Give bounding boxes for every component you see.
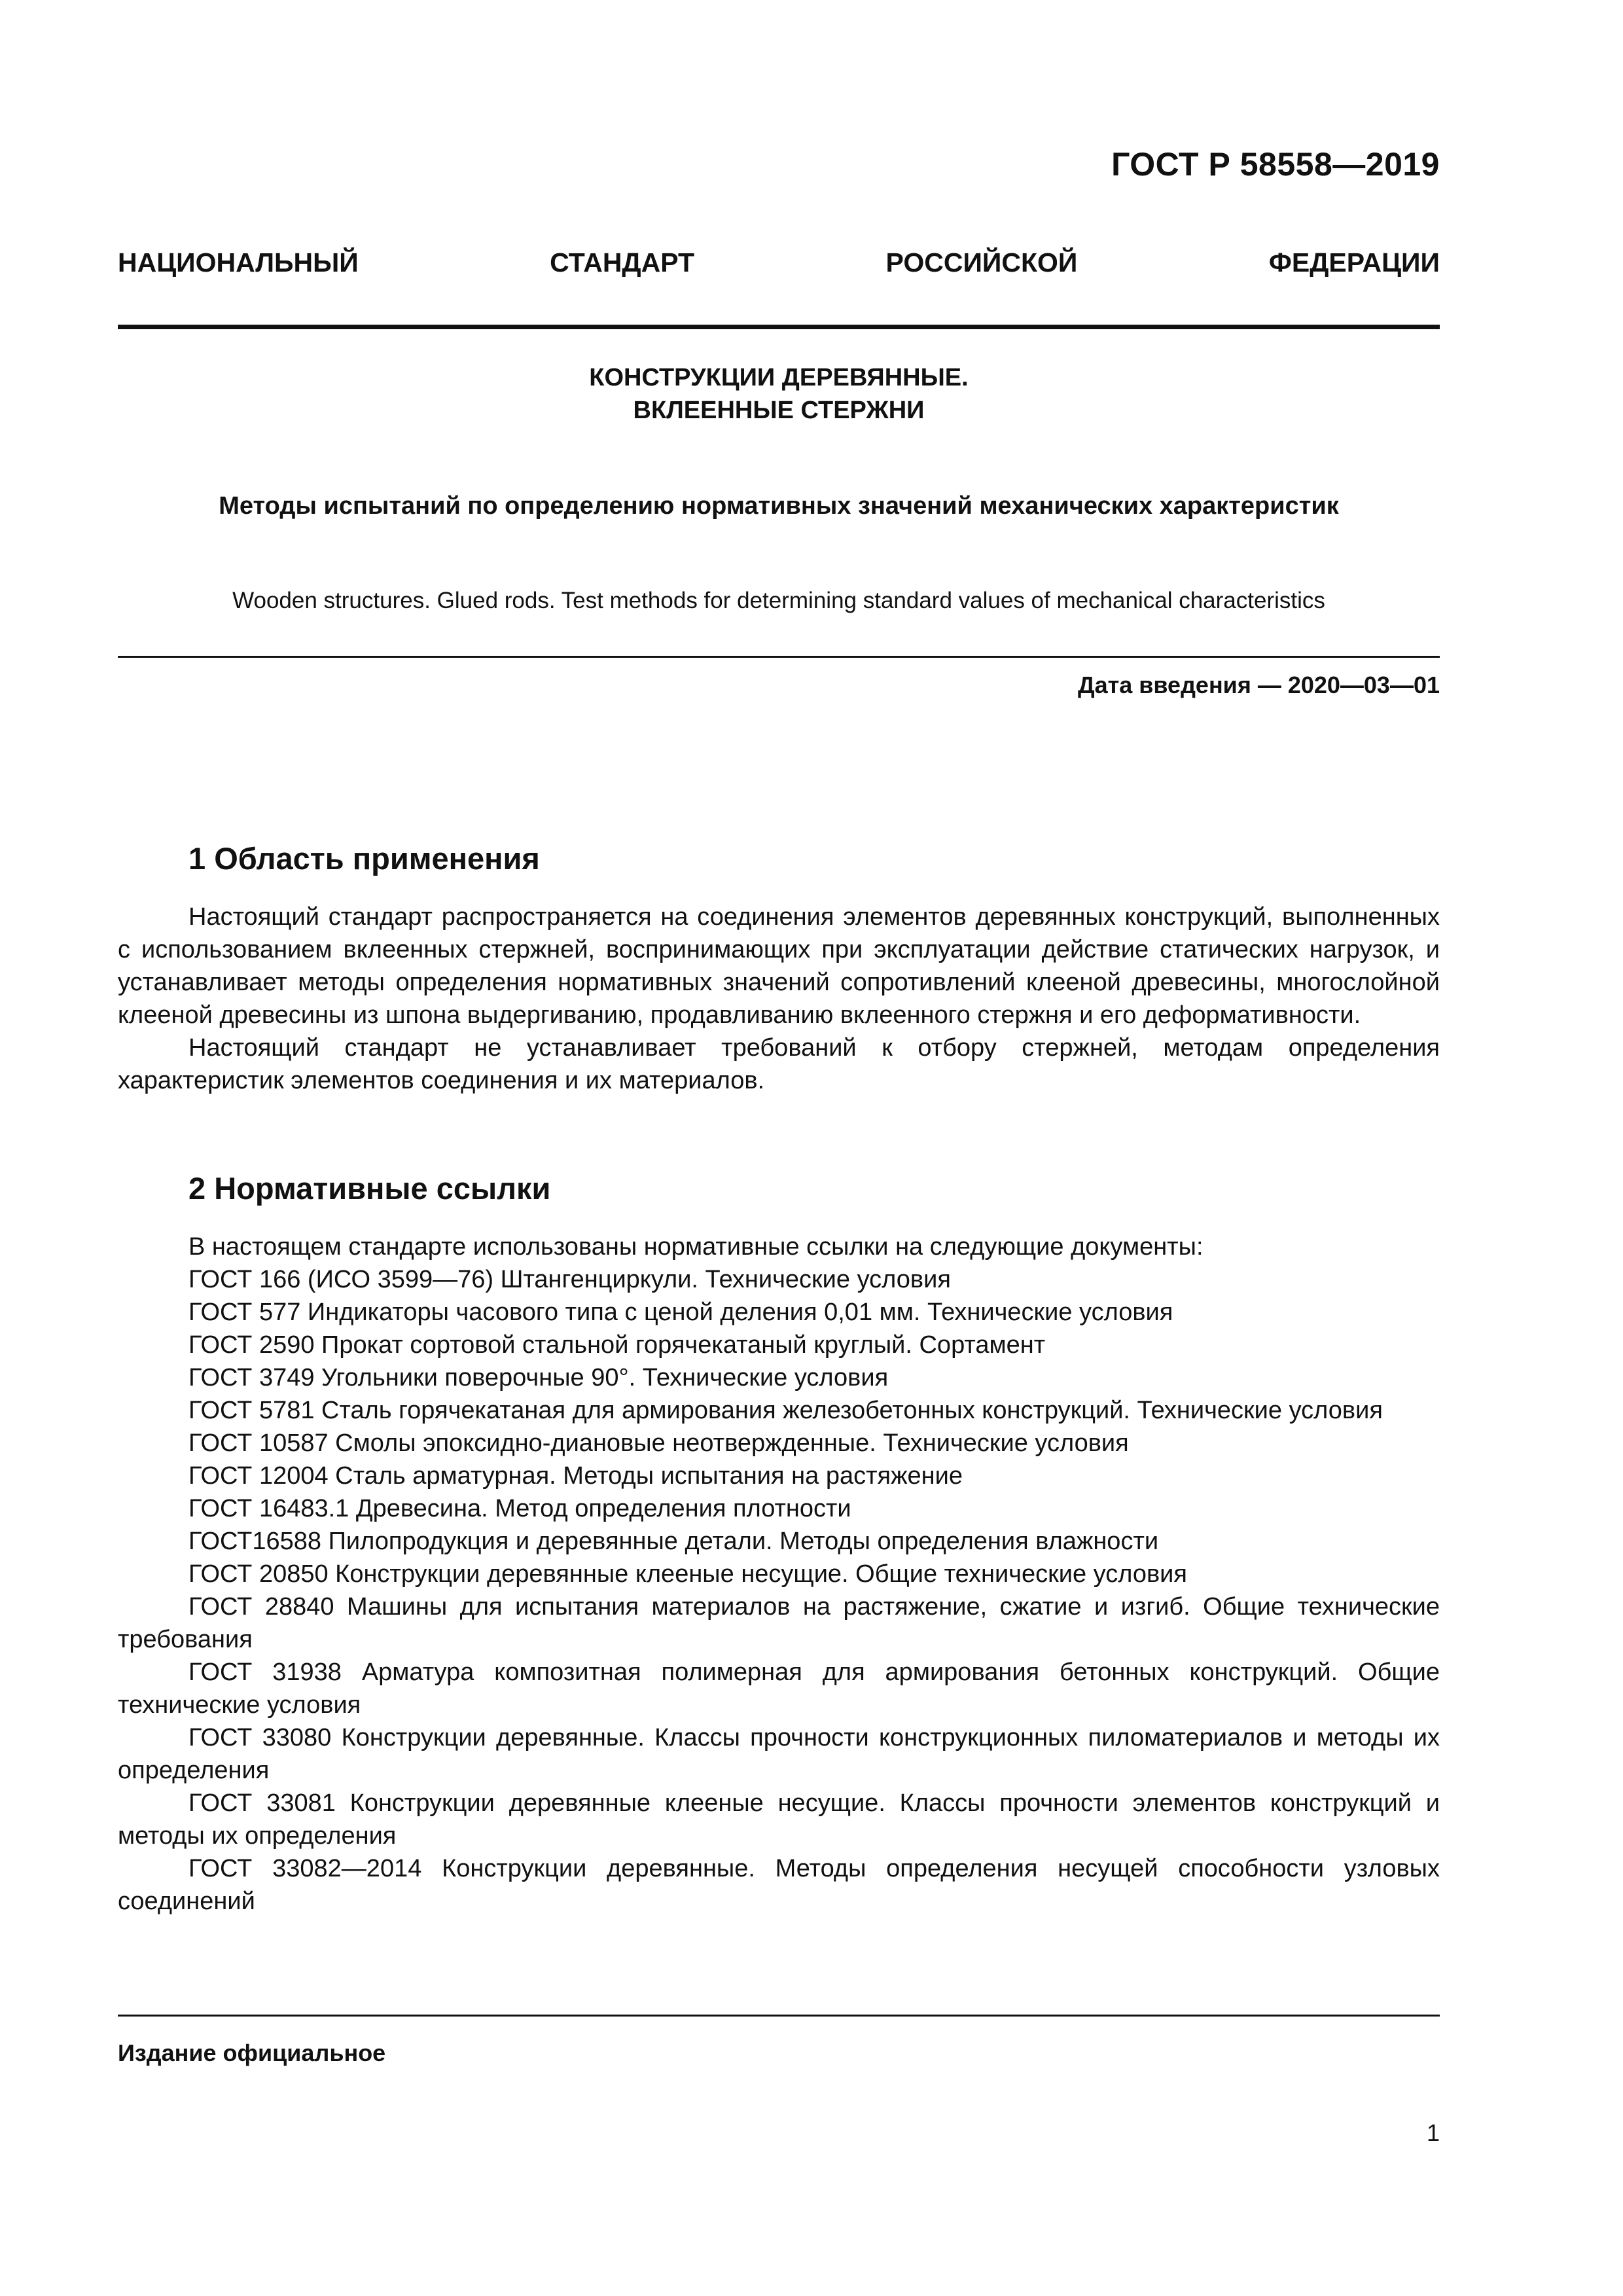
national-standard-banner: НАЦИОНАЛЬНЫЙ СТАНДАРТ РОССИЙСКОЙ ФЕДЕРАЦИИ bbox=[118, 247, 1440, 278]
document-number: ГОСТ Р 58558—2019 bbox=[1111, 146, 1440, 183]
document-title bbox=[118, 361, 1440, 427]
footer-divider bbox=[118, 2015, 1440, 2017]
section-1-paragraph: Настоящий стандарт не устанавливает требований к отбору стержней, методам определения характеристик элементов соединения и их материалов. bbox=[118, 1034, 1440, 1094]
section-1-heading: 1 Область применения bbox=[188, 841, 540, 876]
reference-item: ГОСТ 577 Индикаторы часового типа с ценой деления 0,01 мм. Технические условия bbox=[188, 1299, 1173, 1326]
header-divider bbox=[118, 325, 1440, 329]
reference-item: ГОСТ 3749 Угольники поверочные 90°. Технические условия bbox=[188, 1364, 889, 1391]
section-1-paragraph: Настоящий стандарт распространяется на соединения элементов деревянных конструкций, выполненных с использованием вклеенных стержней, воспринимающих при эксплуатации действие статических нагрузок, и устанавливает методы определения нормативных значений сопротивлений клееной древесины, многослойной клееной древесины из шпона выдергиванию, продавливанию вклеенного стержня и его деформативности. bbox=[118, 903, 1440, 1029]
reference-item: ГОСТ 33080 Конструкции деревянные. Классы прочности конструкционных пиломатериалов и методы их определения bbox=[118, 1724, 1440, 1784]
reference-item: ГОСТ 166 (ИСО 3599—76) Штангенциркули. Технические условия bbox=[188, 1266, 951, 1293]
reference-item: ГОСТ 12004 Сталь арматурная. Методы испытания на растяжение bbox=[188, 1462, 963, 1490]
reference-item: ГОСТ 28840 Машины для испытания материалов на растяжение, сжатие и изгиб. Общие технические требования bbox=[118, 1593, 1440, 1653]
page-number: 1 bbox=[1426, 2119, 1440, 2146]
reference-item: ГОСТ 5781 Сталь горячекатаная для армирования железобетонных конструкций. Технические условия bbox=[188, 1397, 1383, 1424]
official-edition-label: Издание официальное bbox=[118, 2039, 386, 2066]
title-divider bbox=[118, 656, 1440, 658]
reference-item: ГОСТ16588 Пилопродукция и деревянные детали. Методы определения влажности bbox=[188, 1528, 1159, 1555]
section-2-intro: В настоящем стандарте использованы нормативные ссылки на следующие документы: bbox=[188, 1233, 1204, 1261]
section-2-body bbox=[118, 1230, 1440, 1918]
reference-item: ГОСТ 31938 Арматура композитная полимерная для армирования бетонных конструкций. Общие технические условия bbox=[118, 1659, 1440, 1719]
reference-item: ГОСТ 2590 Прокат сортовой стальной горячекатаный круглый. Сортамент bbox=[188, 1331, 1046, 1359]
introduction-date: Дата введения — 2020—03—01 bbox=[1077, 672, 1440, 698]
title-line-1: КОНСТРУКЦИИ ДЕРЕВЯННЫЕ. bbox=[589, 364, 969, 391]
reference-item: ГОСТ 16483.1 Древесина. Метод определения плотности bbox=[188, 1495, 851, 1522]
reference-item: ГОСТ 20850 Конструкции деревянные клееные несущие. Общие технические условия bbox=[188, 1560, 1187, 1588]
section-1-body bbox=[118, 901, 1440, 1097]
title-line-2: ВКЛЕЕННЫЕ СТЕРЖНИ bbox=[633, 397, 925, 424]
reference-item: ГОСТ 33081 Конструкции деревянные клееные несущие. Классы прочности элементов конструкций и методы их определения bbox=[118, 1789, 1440, 1850]
section-2-heading: 2 Нормативные ссылки bbox=[188, 1171, 551, 1206]
reference-item: ГОСТ 33082—2014 Конструкции деревянные. Методы определения несущей способности узловых соединений bbox=[118, 1855, 1440, 1915]
reference-item: ГОСТ 10587 Смолы эпоксидно-диановые неотвержденные. Технические условия bbox=[188, 1429, 1129, 1457]
english-title: Wooden structures. Glued rods. Test methods for determining standard values of mechanical characteristics bbox=[232, 588, 1325, 613]
document-subtitle: Методы испытаний по определению нормативных значений механических характеристик bbox=[219, 492, 1339, 520]
